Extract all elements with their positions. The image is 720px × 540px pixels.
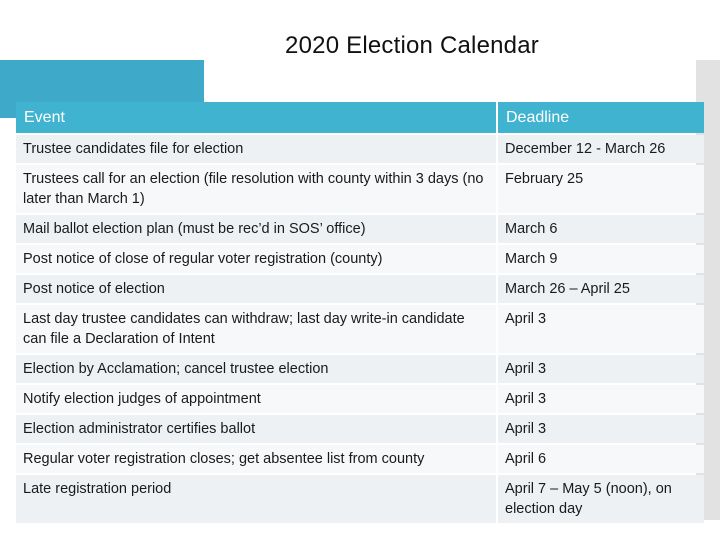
event-cell: Mail ballot election plan (must be rec’d in SOS’ office)	[16, 215, 496, 243]
table-row	[16, 165, 704, 213]
deadline-cell: April 3	[498, 305, 704, 353]
deadline-cell: March 6	[498, 215, 704, 243]
table-row	[16, 355, 704, 383]
event-cell: Notify election judges of appointment	[16, 385, 496, 413]
table-row	[16, 305, 704, 353]
deadline-cell: April 6	[498, 445, 704, 473]
deadline-cell: April 7 – May 5 (noon), on election day	[498, 475, 704, 523]
table-row	[16, 275, 704, 303]
election-calendar-table	[14, 100, 706, 525]
table-header-row	[16, 102, 704, 133]
deadline-cell: March 9	[498, 245, 704, 273]
deadline-cell: April 3	[498, 415, 704, 443]
event-cell: Election by Acclamation; cancel trustee election	[16, 355, 496, 383]
deadline-cell: February 25	[498, 165, 704, 213]
column-header-deadline: Deadline	[498, 102, 704, 133]
page-title: 2020 Election Calendar	[285, 32, 539, 59]
event-cell: Election administrator certifies ballot	[16, 415, 496, 443]
table-row	[16, 215, 704, 243]
deadline-cell: April 3	[498, 355, 704, 383]
event-cell: Last day trustee candidates can withdraw; last day write-in candidate can file a Declaration of Intent	[16, 305, 496, 353]
event-cell: Regular voter registration closes; get absentee list from county	[16, 445, 496, 473]
table-row	[16, 475, 704, 523]
column-header-event: Event	[16, 102, 496, 133]
event-cell: Trustee candidates file for election	[16, 135, 496, 163]
event-cell: Late registration period	[16, 475, 496, 523]
deadline-cell: December 12 - March 26	[498, 135, 704, 163]
table-row	[16, 415, 704, 443]
table-row	[16, 135, 704, 163]
event-cell: Trustees call for an election (file resolution with county within 3 days (no later than March 1)	[16, 165, 496, 213]
deadline-cell: March 26 – April 25	[498, 275, 704, 303]
table-row	[16, 245, 704, 273]
deadline-cell: April 3	[498, 385, 704, 413]
table-row	[16, 445, 704, 473]
event-cell: Post notice of close of regular voter registration (county)	[16, 245, 496, 273]
event-cell: Post notice of election	[16, 275, 496, 303]
table-row	[16, 385, 704, 413]
